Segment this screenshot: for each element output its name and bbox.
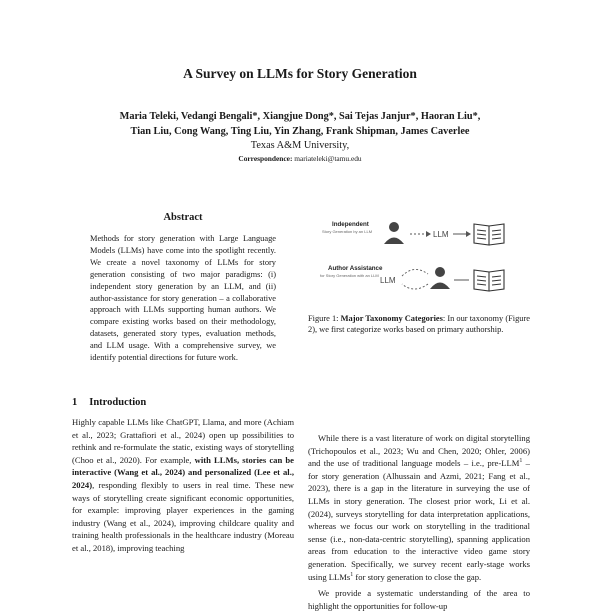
authors-line-2: Tian Liu, Cong Wang, Ting Liu, Yin Zhang, Frank Shipman, James Caverlee [130,126,470,137]
figure-caption [308,313,530,336]
authors-line-1: Maria Teleki, Vedangi Bengali*, Xiangjue Dong*, Sai Tejas Janjur*, Haoran Liu*, [119,111,481,122]
fig-row1-sub: Story Generation by an LLM [322,229,373,234]
right-paragraph-2: We provide a systematic understanding of the area to highlight the opportunities for follow-up [308,588,530,611]
fig-row2-label: Author Assistance [328,265,383,272]
intro-text-bold: with LLMs, stories can be interactive (Wang et al., 2024) and personalized (Lee et al., 2024) [72,454,294,490]
paper-title: A Survey on LLMs for Story Generation [183,66,417,81]
fig-llm-2: LLM [380,276,396,285]
person-icon [384,222,404,244]
figure-1 [318,214,518,306]
fig-llm-1: LLM [433,230,449,239]
fig-cycle-arrow-top [402,269,428,276]
taxonomy-figure [318,214,518,306]
right-paragraph-1 [308,432,530,583]
correspondence [0,154,600,164]
abstract-text: Methods for story generation with Large Language Models (LLMs) have come into the spotlight recently. We create a novel taxonomy of LLMs for story generation consisting of two major paradigms: (i) independent story generation by an LLM, and (ii) author-assistance for story generation – a collaborative approach with LLMs supporting human authors. We compare existing works based on their methodology, datasets, generated story types, evaluation methods, and LLM usage. With a comprehensive survey, we identify potential directions for future work. [90,234,276,363]
book-icon [474,224,504,245]
right-text-3: for story generation to close the gap. [353,571,482,582]
footnote-marker[interactable]: 1 [519,458,523,465]
intro-text-1: Highly capable LLMs like ChatGPT, Llama, and more (Achiam et al., 2023; Grattafiori et al., 2024) open up possibilities to rethink and re-formulate the static, existing ways of storytelling (Choo et al., 2020). For example, [72,417,294,465]
fig-row1-label: Independent [332,221,369,228]
fig-row2-sub: for Story Generation with an LLM [320,273,379,278]
left-column-body [72,416,294,555]
section-number: 1 [72,397,78,408]
section-title: Introduction [89,397,147,408]
intro-paragraph [72,416,294,555]
footnote-marker[interactable]: 1 [350,571,354,578]
fig-cycle-arrow-bottom [402,284,428,289]
author-list [60,109,540,139]
person-icon [430,267,450,289]
caption-label: Figure 1: [308,314,339,323]
section-heading [72,397,146,408]
intro-text-2: , responding flexibly to users in real time. These new ways of storytelling create significant economic opportunities, for example: improving player experiences in the gaming industry (Wang et al., 2024), improving childcare quality and training health professionals in the healthcare industry (Moreau et al., 2018), improving teaching [72,479,294,553]
correspondence-label: Correspondence: [238,154,293,163]
right-text-1: While there is a vast literature of work on digital storytelling (Trichopoulos et al., 2023; Wu and Chen, 2020; Ohler, 2006) and the use of traditional language models – i.e., pre-LLM [308,433,530,469]
caption-bold: Major Taxonomy Categories [340,314,443,323]
fig-arrowhead-1 [426,231,431,237]
fig-arrowhead-2 [466,231,471,237]
caption-text: : In our taxonomy (Figure 2), we first categorize works based on primary authorship. [308,314,530,335]
right-text-2: – for story generation (Alhussain and Azmi, 2021; Fang et al., 2023), there is a gap in the literature in surveying the use of LLMs in story generation. The closest prior work, Li et al. (2024), surveys storytelling for data interpretation applications, whereas we focus our work on storytelling in the traditional sense (i.e., non-data-centric storytelling), spanning application areas from education to the interactive video game story generation. Specifically, we survey recent early-stage works using LLMs [308,458,530,582]
abstract-heading: Abstract [163,212,203,223]
right-column-body [308,432,530,612]
book-icon [474,270,504,291]
correspondence-email[interactable]: mariateleki@tamu.edu [294,154,362,163]
affiliation: Texas A&M University, [250,140,350,151]
